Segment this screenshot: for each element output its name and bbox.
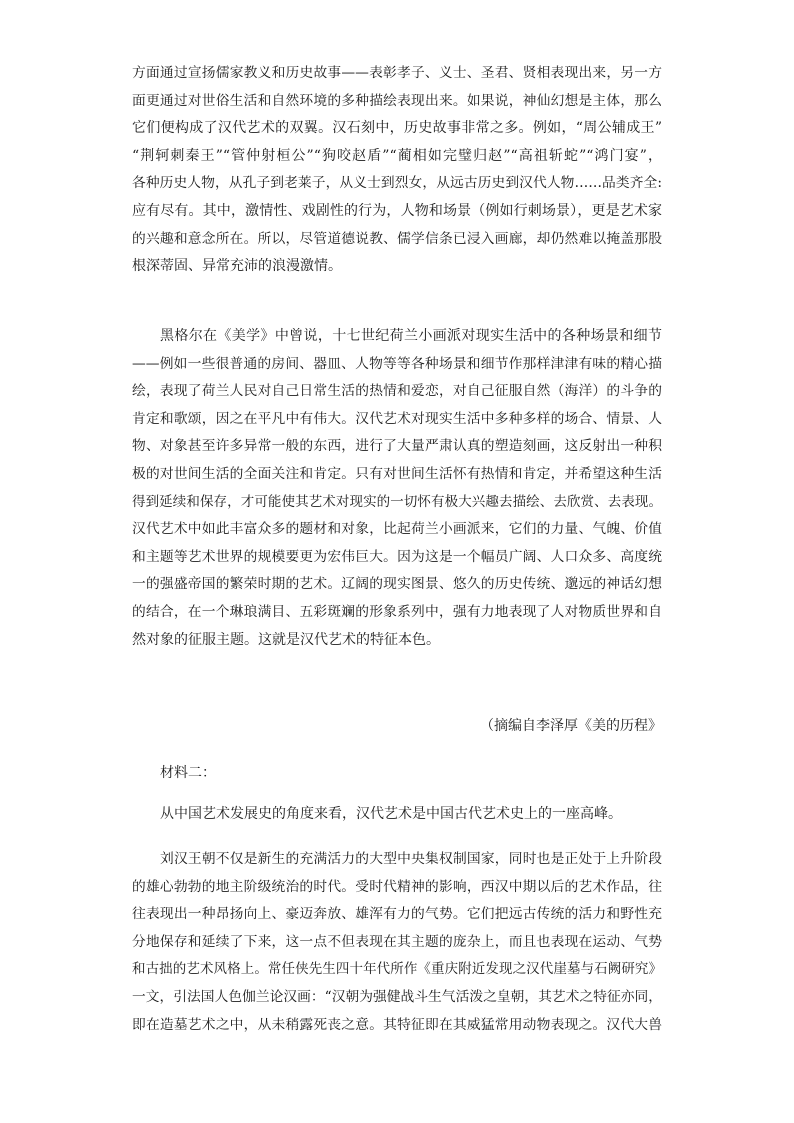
paragraph-line: 它们便构成了汉代艺术的双翼。汉石刻中，历史故事非常之多。例如，“周公辅成王”: [132, 120, 662, 137]
citation-block: [132, 713, 662, 741]
paragraph-line: 的兴趣和意念所在。所以，尽管道德说教、儒学信条已浸入画廊，却仍然难以掩盖那股: [132, 230, 662, 247]
paragraph-line: 一文，引法国人色伽兰论汉画：“汉朝为强健战斗生气活泼之皇朝，其艺术之特征亦同，: [132, 988, 662, 1005]
paragraph-line: 的结合，在一个琳琅满目、五彩斑斓的形象系列中，强有力地表现了人对物质世界和自: [132, 603, 662, 620]
paragraph-line: 一的强盛帝国的繁荣时期的艺术。辽阔的现实图景、悠久的历史传统、邈远的神话幻想: [132, 576, 662, 593]
paragraph-line: “荆轲刺秦王”“管仲射桓公”“狗咬赵盾”“蔺相如完璧归赵”“高祖斩蛇”“鸿门宴”，: [132, 147, 662, 164]
material-2-heading-block: [132, 760, 662, 788]
paragraph-line: 和主题等艺术世界的规模要更为宏伟巨大。因为这是一个幅员广阔、人口众多、高度统: [132, 548, 662, 565]
paragraph-line: 绘，表现了荷兰人民对自己日常生活的热情和爱恋，对自己征服自然（海洋）的斗争的: [132, 383, 662, 400]
paragraph-line: 往表现出一种昂扬向上、豪迈奔放、雄浑有力的气势。它们把远古传统的活力和野性充: [132, 906, 662, 923]
paragraph-line: 汉代艺术中如此丰富众多的题材和对象，比起荷兰小画派来，它们的力量、气魄、价值: [132, 521, 662, 538]
paragraph-line: 分地保存和延续了下来，这一点不但表现在其主题的庞杂上，而且也表现在运动、气势: [132, 933, 662, 950]
citation: （摘编自李泽厚《美的历程》: [480, 718, 662, 734]
paragraph-line: 极的对世间生活的全面关注和肯定。只有对世间生活怀有热情和肯定，并希望这种生活: [132, 465, 662, 482]
paragraph-line: 肯定和歌颂，因之在平凡中有伟大。汉代艺术对现实生活中多种多样的场合、情景、人: [132, 410, 662, 427]
paragraph-line: 的雄心勃勃的地主阶级统治的时代。受时代精神的影响，西汉中期以后的艺术作品，往: [132, 878, 662, 895]
paragraph-line: 然对象的征服主题。这就是汉代艺术的特征本色。: [132, 631, 440, 648]
paragraph-line: 从中国艺术发展史的角度来看，汉代艺术是中国古代艺术史上的一座高峰。: [160, 806, 622, 822]
paragraph-line: 和古拙的艺术风格上。常任侠先生四十年代所作《重庆附近发现之汉代崖墓与石阙研究》: [132, 961, 662, 978]
paragraph-line: 得到延续和保存，才可能使其艺术对现实的一切怀有极大兴趣去描绘、去欣赏、去表现。: [132, 493, 662, 510]
paragraph-line: 即在造墓艺术之中，从未稍露死丧之意。其特征即在其威猛常用动物表现之。汉代大兽: [132, 1016, 662, 1033]
paragraph-line: 物、对象甚至许多异常一般的东西，进行了大量严肃认真的塑造刻画，这反射出一种积: [132, 438, 662, 455]
paragraph-2: [132, 323, 662, 654]
paragraph-line: 根深蒂固、异常充沛的浪漫激情。: [132, 258, 342, 275]
paragraph-line: 方面通过宣扬儒家教义和历史故事——表彰孝子、义士、圣君、贤相表现出来，另一方: [132, 65, 662, 81]
paragraph-line: 应有尽有。其中，激情性、戏剧性的行为，人物和场景（例如行刺场景），更是艺术家: [132, 202, 662, 219]
paragraph-line: 黑格尔在《美学》中曾说，十七世纪荷兰小画派对现实生活中的各种场景和细节: [160, 328, 662, 344]
paragraph-line: ——例如一些很普通的房间、器皿、人物等等各种场景和细节作那样津津有味的精心描: [132, 355, 662, 372]
paragraph-1: [132, 60, 662, 281]
paragraph-4: [132, 846, 662, 1039]
paragraph-line: 面更通过对世俗生活和自然环境的多种描绘表现出来。如果说，神仙幻想是主体，那么: [132, 92, 662, 109]
section-heading: 材料二：: [160, 765, 216, 781]
paragraph-line: 各种历史人物，从孔子到老莱子，从义士到烈女，从远古历史到汉代人物……品类齐全:: [132, 175, 662, 192]
paragraph-line: 刘汉王朝不仅是新生的充满活力的大型中央集权制国家，同时也是正处于上升阶段: [160, 851, 662, 867]
paragraph-3: [132, 801, 662, 829]
